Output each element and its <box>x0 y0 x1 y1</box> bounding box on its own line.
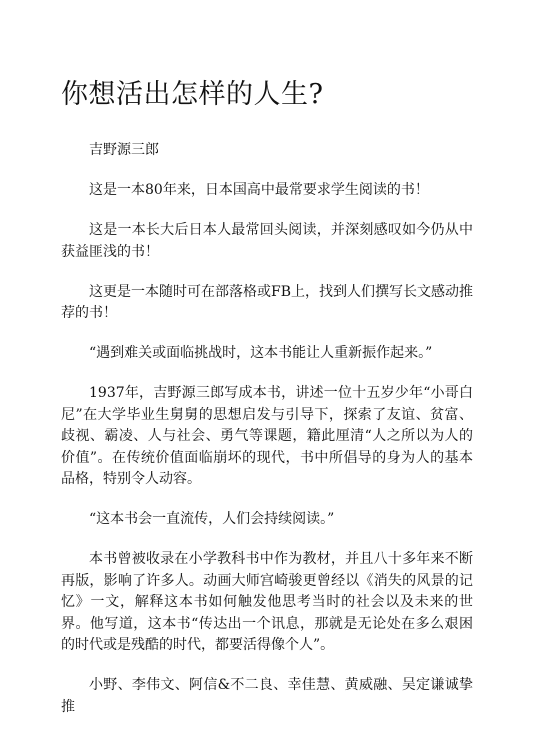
paragraph: 本书曾被收录在小学教科书中作为教材，并且八十多年来不断再版，影响了许多人。动画大师宫崎骏更曾经以《消失的风景的记忆》一文，解释这本书如何触发他思考当时的社会以及未来的世界。他写道，这本书“传达出一个讯息，那就是无论处在多么艰困的时代或是残酷的时代，都要活得像个人”。 <box>61 551 473 653</box>
paragraph: 这是一本80年来，日本国高中最常要求学生阅读的书！ <box>89 182 429 198</box>
paragraph: 小野、李伟文、阿信&不二良、幸佳慧、黄威融、吴定谦诚挚推 <box>61 677 473 715</box>
paragraph: 这更是一本随时可在部落格或FB上，找到人们撰写长文感动推荐的书！ <box>61 283 474 321</box>
paragraph: 1937年，吉野源三郎写成本书，讲述一位十五岁少年“小哥白尼”在大学毕业生舅舅的思想启发与引导下，探索了友谊、贫富、歧视、霸凌、人与社会、勇气等课题，籍此厘清“人之所以为人的价值”。在传统价值面临崩坏的现代，书中所倡导的身为人的基本品格，特别令人动容。 <box>61 385 473 487</box>
document-body <box>61 140 473 737</box>
quote-paragraph: “这本书会一直流传，人们会持续阅读。” <box>89 511 335 527</box>
author-line: 吉野源三郎 <box>89 142 159 158</box>
paragraph: 这是一本长大后日本人最常回头阅读，并深刻感叹如今仍从中获益匪浅的书！ <box>61 222 473 260</box>
quote-paragraph: “遇到难关或面临挑战时，这本书能让人重新振作起来。” <box>89 345 433 361</box>
document-title: 你想活出怎样的人生? <box>61 79 324 110</box>
